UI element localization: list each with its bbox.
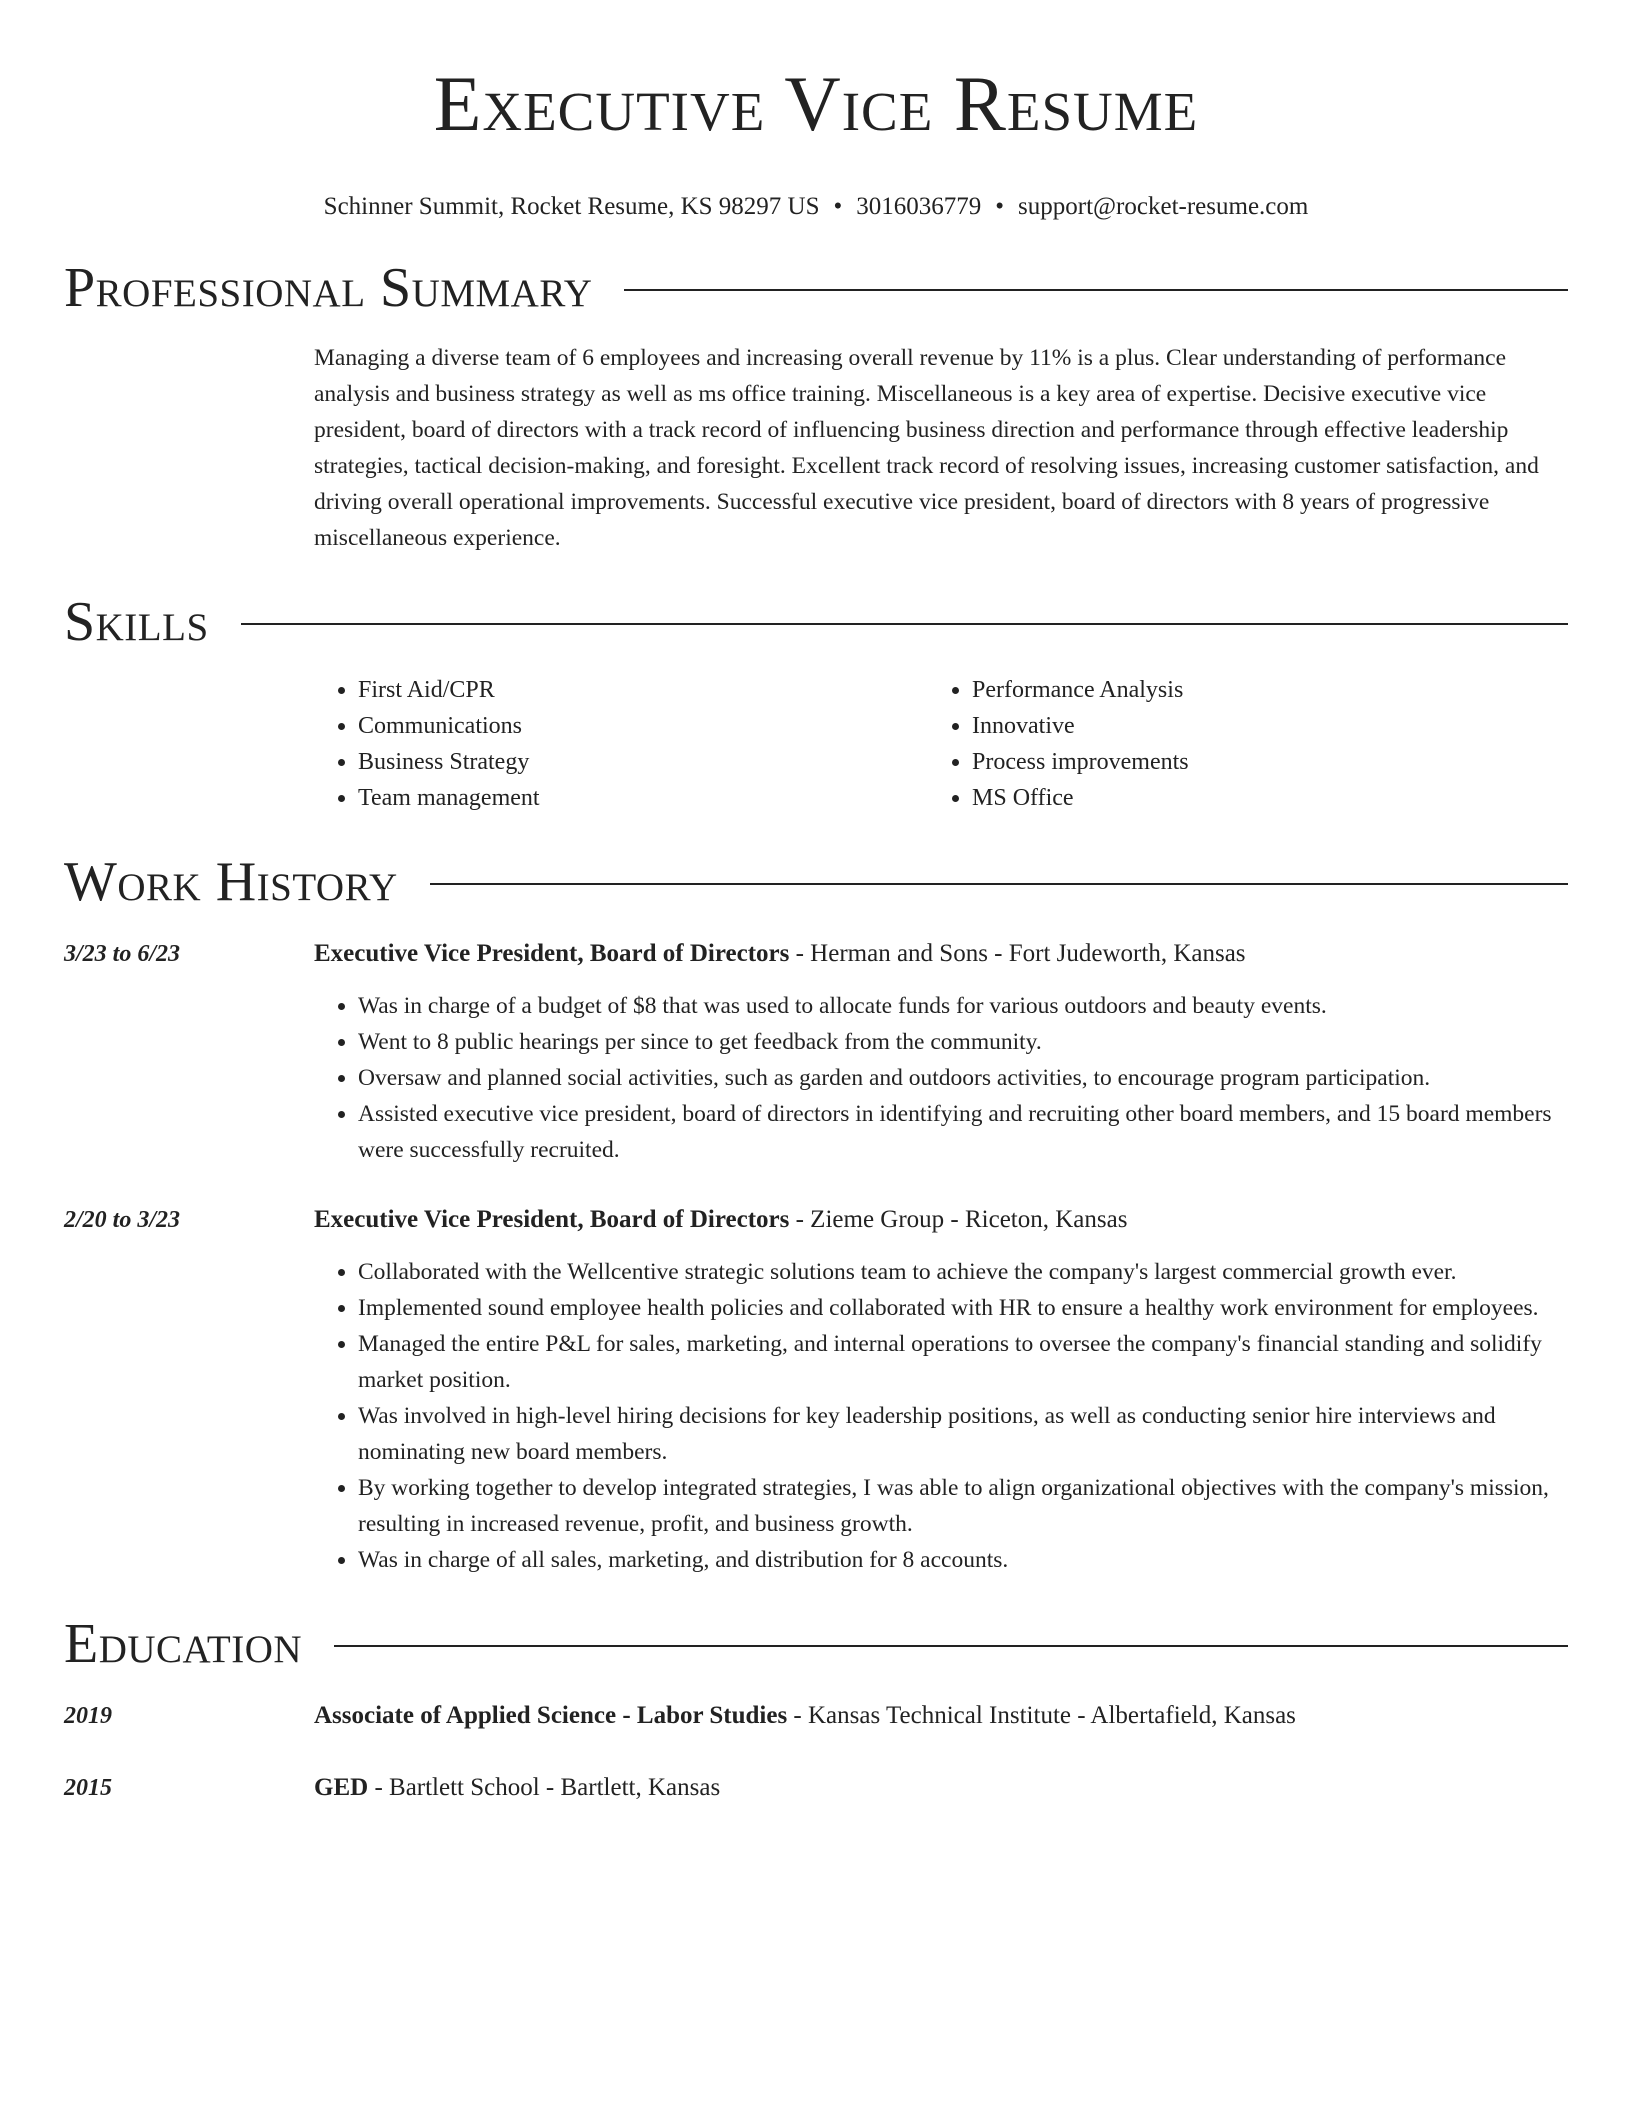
- job-bullet: • Oversaw and planned social activities, such as garden and outdoors activities, to encourage program participation.: [358, 1060, 1568, 1096]
- skill-item: • Process improvements: [972, 744, 1542, 780]
- skills-section-header: [64, 592, 1568, 652]
- education-year: 2019: [64, 1703, 112, 1729]
- skill-item: • Communications: [358, 708, 928, 744]
- job-bullet: • Collaborated with the Wellcentive strategic solutions team to achieve the company's largest commercial growth ever.: [358, 1254, 1568, 1290]
- skill-item: • First Aid/CPR: [358, 672, 928, 708]
- skills-list: [314, 672, 1568, 816]
- job-bullet: • Was in charge of all sales, marketing, and distribution for 8 accounts.: [358, 1542, 1568, 1578]
- education-year: 2015: [64, 1775, 112, 1801]
- job-bullet: • Managed the entire P&L for sales, marketing, and internal operations to oversee the company's financial standing and solidify market position.: [358, 1326, 1568, 1398]
- education-entry: [64, 1698, 1568, 1734]
- job-dates: 3/23 to 6/23: [64, 941, 181, 967]
- work-heading: Work History: [64, 851, 398, 913]
- job-dates: 2/20 to 3/23: [64, 1207, 181, 1233]
- contact-line: [64, 192, 1568, 222]
- skill-item: • Team management: [358, 780, 928, 816]
- job-content: [314, 1202, 1568, 1578]
- skills-heading: Skills: [64, 591, 209, 653]
- contact-separator: •: [995, 193, 1005, 220]
- job-bullet: • Was involved in high-level hiring decisions for key leadership positions, as well as conducting senior hire interviews and nominating new board members.: [358, 1398, 1568, 1470]
- skills-column-right: [928, 672, 1542, 816]
- summary-text: Managing a diverse team of 6 employees and increasing overall revenue by 11% is a plus. Clear understanding of performance analysis and business strategy as well as ms office training. Miscellaneous is a key area of expertise. Decisive executive vice president, board of directors with a track record of influencing business direction and performance through effective leadership strategies, tactical decision-making, and foresight. Excellent track record of resolving issues, increasing customer satisfaction, and driving overall operational improvements. Successful executive vice president, board of directors with 8 years of progressive miscellaneous experience.: [314, 345, 1539, 551]
- job-title: Executive Vice President, Board of Directors: [314, 940, 790, 967]
- job-bullet: • By working together to develop integrated strategies, I was able to align organizational objectives with the company's mission, resulting in increased revenue, profit, and business growth.: [358, 1470, 1568, 1542]
- section-divider: [334, 1645, 1568, 1647]
- job-entry: [64, 936, 1568, 1168]
- job-role-line: [314, 1202, 1568, 1238]
- education-heading: Education: [64, 1613, 303, 1675]
- contact-separator: •: [833, 193, 843, 220]
- contact-phone: 3016036779: [856, 193, 982, 220]
- education-degree: GED: [314, 1774, 369, 1801]
- summary-section-header: [64, 258, 1568, 318]
- education-degree: Associate of Applied Science - Labor Studies: [314, 1702, 788, 1729]
- section-divider: [430, 883, 1568, 885]
- education-line: [314, 1770, 1568, 1806]
- job-content: [314, 936, 1568, 1168]
- education-school: - Bartlett School - Bartlett, Kansas: [368, 1774, 721, 1801]
- job-entry: [64, 1202, 1568, 1578]
- section-divider: [241, 623, 1568, 625]
- education-school: - Kansas Technical Institute - Albertafield, Kansas: [787, 1702, 1296, 1729]
- work-section-header: [64, 852, 1568, 912]
- skill-item: • Performance Analysis: [972, 672, 1542, 708]
- resume-title: Executive Vice Resume: [433, 60, 1199, 147]
- skill-item: • Innovative: [972, 708, 1542, 744]
- job-bullet: • Was in charge of a budget of $8 that was used to allocate funds for various outdoors and beauty events.: [358, 988, 1568, 1024]
- skill-item: • Business Strategy: [358, 744, 928, 780]
- education-entry: [64, 1770, 1568, 1806]
- education-section-header: [64, 1614, 1568, 1674]
- job-bullets: [314, 988, 1568, 1168]
- job-bullet: • Went to 8 public hearings per since to get feedback from the community.: [358, 1024, 1568, 1060]
- education-line: [314, 1698, 1568, 1734]
- contact-address: Schinner Summit, Rocket Resume, KS 98297 US: [323, 193, 820, 220]
- skill-item: • MS Office: [972, 780, 1542, 816]
- job-title: Executive Vice President, Board of Directors: [314, 1206, 790, 1233]
- job-employer: - Herman and Sons - Fort Judeworth, Kansas: [789, 940, 1246, 967]
- skills-column-left: [314, 672, 928, 816]
- contact-email: support@rocket-resume.com: [1018, 193, 1309, 220]
- summary-heading: Professional Summary: [64, 257, 593, 319]
- job-role-line: [314, 936, 1568, 972]
- section-divider: [624, 289, 1568, 291]
- job-bullets: [314, 1254, 1568, 1578]
- job-employer: - Zieme Group - Riceton, Kansas: [789, 1206, 1128, 1233]
- job-bullet: • Implemented sound employee health policies and collaborated with HR to ensure a healthy work environment for employees.: [358, 1290, 1568, 1326]
- job-bullet: • Assisted executive vice president, board of directors in identifying and recruiting other board members, and 15 board members were successfully recruited.: [358, 1096, 1568, 1168]
